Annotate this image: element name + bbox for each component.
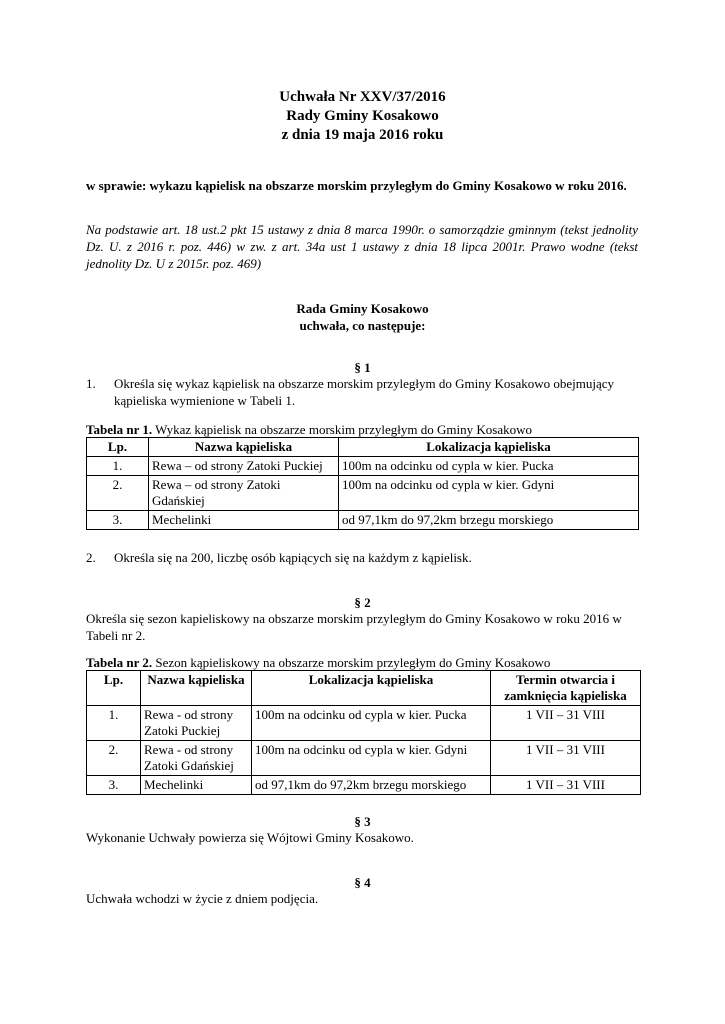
caption-text: Wykaz kąpielisk na obszarze morskim przyległym do Gminy Kosakowo [152,422,532,437]
table-2-caption [86,654,550,671]
section-3-heading: § 3 [354,814,371,829]
table-row [87,511,639,530]
title-line-2: Rady Gminy Kosakowo [286,108,439,124]
section-2-heading: § 2 [354,595,371,610]
header-cell: Nazwa kąpieliska [141,671,252,706]
header-cell: Lokalizacja kąpieliska [252,671,491,706]
table-cell: 100m na odcinku od cypla w kier. Gdyni [339,476,639,511]
table-cell: 1 VII – 31 VIII [491,706,641,741]
section-4-heading: § 4 [354,875,371,890]
table-row [87,776,641,795]
item-text: Określa się na 200, liczbę osób kąpiących się na każdym z kąpielisk. [114,550,472,565]
document-title [0,88,725,145]
legal-basis: Na podstawie art. 18 ust.2 pkt 15 ustawy z dnia 8 marca 1990r. o samorządzie gminnym (tekst jednolity Dz. U. z 2016 r. poz. 446) w zw. z art. 34a ust 1 ustawy z dnia 18 lipca 2001r. Prawo wodne (tekst jednolity Dz. U z 2015r. poz. 469) [86,222,638,271]
table-row [87,476,639,511]
header-cell: Lp. [87,671,141,706]
table-cell: Rewa – od strony Zatoki Puckiej [149,457,339,476]
item-number: 2. [86,550,96,565]
table-row [87,706,641,741]
subject-line: w sprawie: wykazu kąpielisk na obszarze morskim przyległym do Gminy Kosakowo w roku 2016. [86,178,627,193]
caption-text: Sezon kąpieliskowy na obszarze morskim przyległym do Gminy Kosakowo [152,655,551,670]
section-1-heading: § 1 [354,360,371,375]
section-3-text: Wykonanie Uchwały powierza się Wójtowi Gminy Kosakowo. [86,830,414,845]
header-cell: Lp. [87,438,149,457]
table-cell: 3. [87,511,149,530]
table-cell: 3. [87,776,141,795]
header-cell: Termin otwarcia i zamknięcia kąpieliska [491,671,641,706]
table-row [87,741,641,776]
council-line-1: Rada Gminy Kosakowo [296,301,429,316]
table-cell: Rewa – od strony Zatoki Gdańskiej [149,476,339,511]
table-1 [86,437,639,530]
section-1-item-2 [86,549,638,566]
table-cell: Mechelinki [141,776,252,795]
caption-label: Tabela nr 1. [86,422,153,437]
table-row [87,457,639,476]
table-cell: 1 VII – 31 VIII [491,741,641,776]
item-text: Określa się wykaz kąpielisk na obszarze morskim przyległym do Gminy Kosakowo obejmujący kąpieliska wymienione w Tabeli 1. [114,376,615,408]
table-cell: 2. [87,476,149,511]
table-1-caption [86,421,532,438]
item-number: 1. [86,376,96,391]
table-cell: 1 VII – 31 VIII [491,776,641,795]
table-cell: 1. [87,457,149,476]
table-2 [86,670,641,795]
title-line-1: Uchwała Nr XXV/37/2016 [279,89,446,105]
section-2-text: Określa się sezon kapieliskowy na obszarze morskim przyległym do Gminy Kosakowo w roku 2016 w Tabeli nr 2. [86,611,622,643]
table-cell: Rewa - od strony Zatoki Gdańskiej [141,741,252,776]
table-cell: od 97,1km do 97,2km brzegu morskiego [339,511,639,530]
section-1-item-1 [86,375,638,409]
title-line-3: z dnia 19 maja 2016 roku [281,127,444,143]
table-cell: 1. [87,706,141,741]
table-cell: 100m na odcinku od cypla w kier. Pucka [339,457,639,476]
table-cell: od 97,1km do 97,2km brzegu morskiego [252,776,491,795]
council-line-2: uchwała, co następuje: [299,318,426,333]
table-cell: 2. [87,741,141,776]
table-header-row [87,671,641,706]
section-4-text: Uchwała wchodzi w życie z dniem podjęcia. [86,891,319,906]
table-header-row [87,438,639,457]
caption-label: Tabela nr 2. [86,655,153,670]
council-statement [0,300,725,334]
table-cell: Rewa - od strony Zatoki Puckiej [141,706,252,741]
header-cell: Nazwa kąpieliska [149,438,339,457]
table-cell: Mechelinki [149,511,339,530]
table-cell: 100m na odcinku od cypla w kier. Pucka [252,706,491,741]
table-cell: 100m na odcinku od cypla w kier. Gdyni [252,741,491,776]
header-cell: Lokalizacja kąpieliska [339,438,639,457]
